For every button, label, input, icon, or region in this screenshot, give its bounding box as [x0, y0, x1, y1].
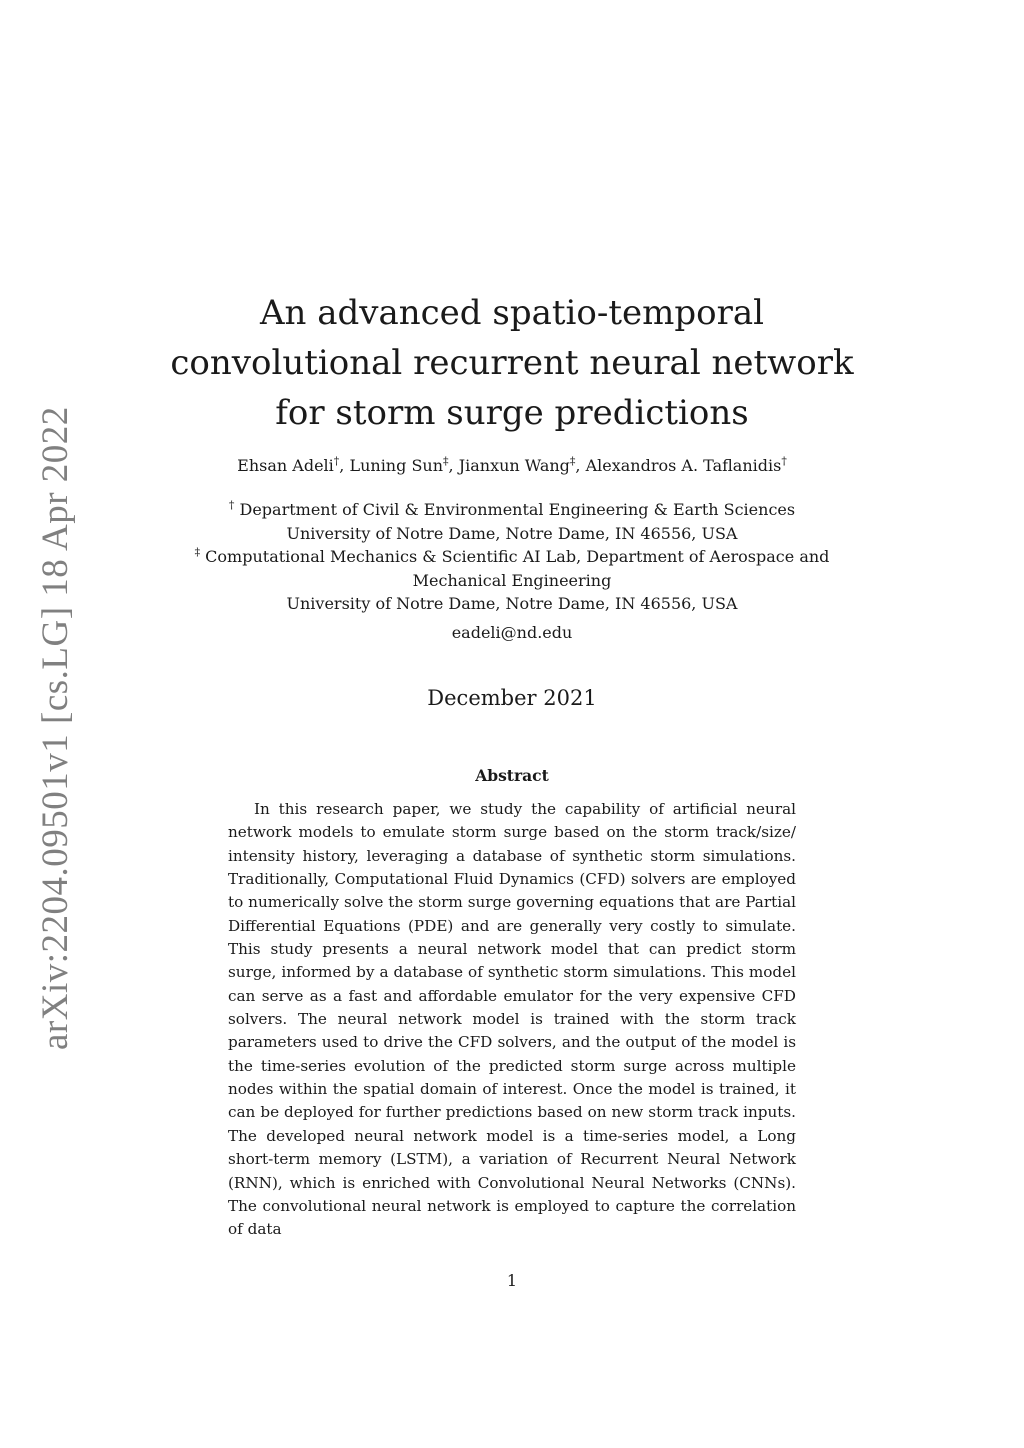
affiliation-line [150, 545, 874, 569]
affiliation-line: Mechanical Engineering [412, 570, 612, 590]
affiliation-mark: ‡ [194, 545, 201, 559]
affiliation-mark: ‡ [569, 454, 576, 468]
affiliation-line [150, 498, 874, 522]
affiliation-department: Department of Civil & Environmental Engineering & Earth Sciences [239, 500, 796, 519]
author-name: Luning Sun [349, 456, 444, 475]
affiliation-mark: † [333, 454, 340, 468]
affiliations-block [150, 498, 874, 616]
author-list: Ehsan Adeli†, Luning Sun‡, Jianxun Wang‡, Alexandros A. Taflanidis† [237, 454, 787, 475]
contact-email: eadeli@nd.edu [451, 623, 573, 642]
author-name: Jianxun Wang [458, 456, 570, 475]
page-number: 1 [506, 1271, 518, 1290]
author-name: Alexandros A. Taflanidis [585, 456, 782, 475]
author-name: Ehsan Adeli [237, 456, 334, 475]
affiliation-mark: † [781, 454, 787, 468]
paper-title: An advanced spatio-temporal convolutional recurrent neural network for storm surge predictions [170, 293, 854, 433]
publication-date: December 2021 [427, 686, 597, 710]
affiliation-mark: ‡ [443, 454, 449, 468]
abstract-text: In this research paper, we study the capability of artificial neural network models to emulate storm surge based on the storm track/size/ intensity history, leveraging a database of synthetic storm simulations. Traditionally, Computational Fluid Dynamics (CFD) solvers are employed to numerically solve the storm surge governing equations that are Partial Differential Equations (PDE) and are generally very costly to simulate. This study presents a neural network model that can predict storm surge, informed by a database of synthetic storm simulations. This model can serve as a fast and affordable emulator for the very expensive CFD solvers. The neural network model is trained with the storm track parameters used to drive the CFD solvers, and the output of the model is the time-series evolution of the predicted storm surge across multiple nodes within the spatial domain of interest. Once the model is trained, it can be deployed for further predictions based on new storm track inputs. The developed neural network model is a time-series model, a Long short-term memory (LSTM), a variation of Recurrent Neural Network (RNN), which is enriched with Convolutional Neural Networks (CNNs). The convolutional neural network is employed to capture the correlation of data [228, 800, 796, 1239]
abstract-heading: Abstract [475, 766, 549, 785]
affiliation-line: University of Notre Dame, Notre Dame, IN 46556, USA [286, 594, 738, 613]
arxiv-identifier-stamp: arXiv:2204.09501v1 [cs.LG] 18 Apr 2022 [35, 406, 76, 1050]
affiliation-mark: † [228, 498, 235, 512]
affiliation-department: Computational Mechanics & Scientific AI Lab, Department of Aerospace and [205, 547, 830, 566]
affiliation-line: University of Notre Dame, Notre Dame, IN 46556, USA [286, 523, 738, 543]
